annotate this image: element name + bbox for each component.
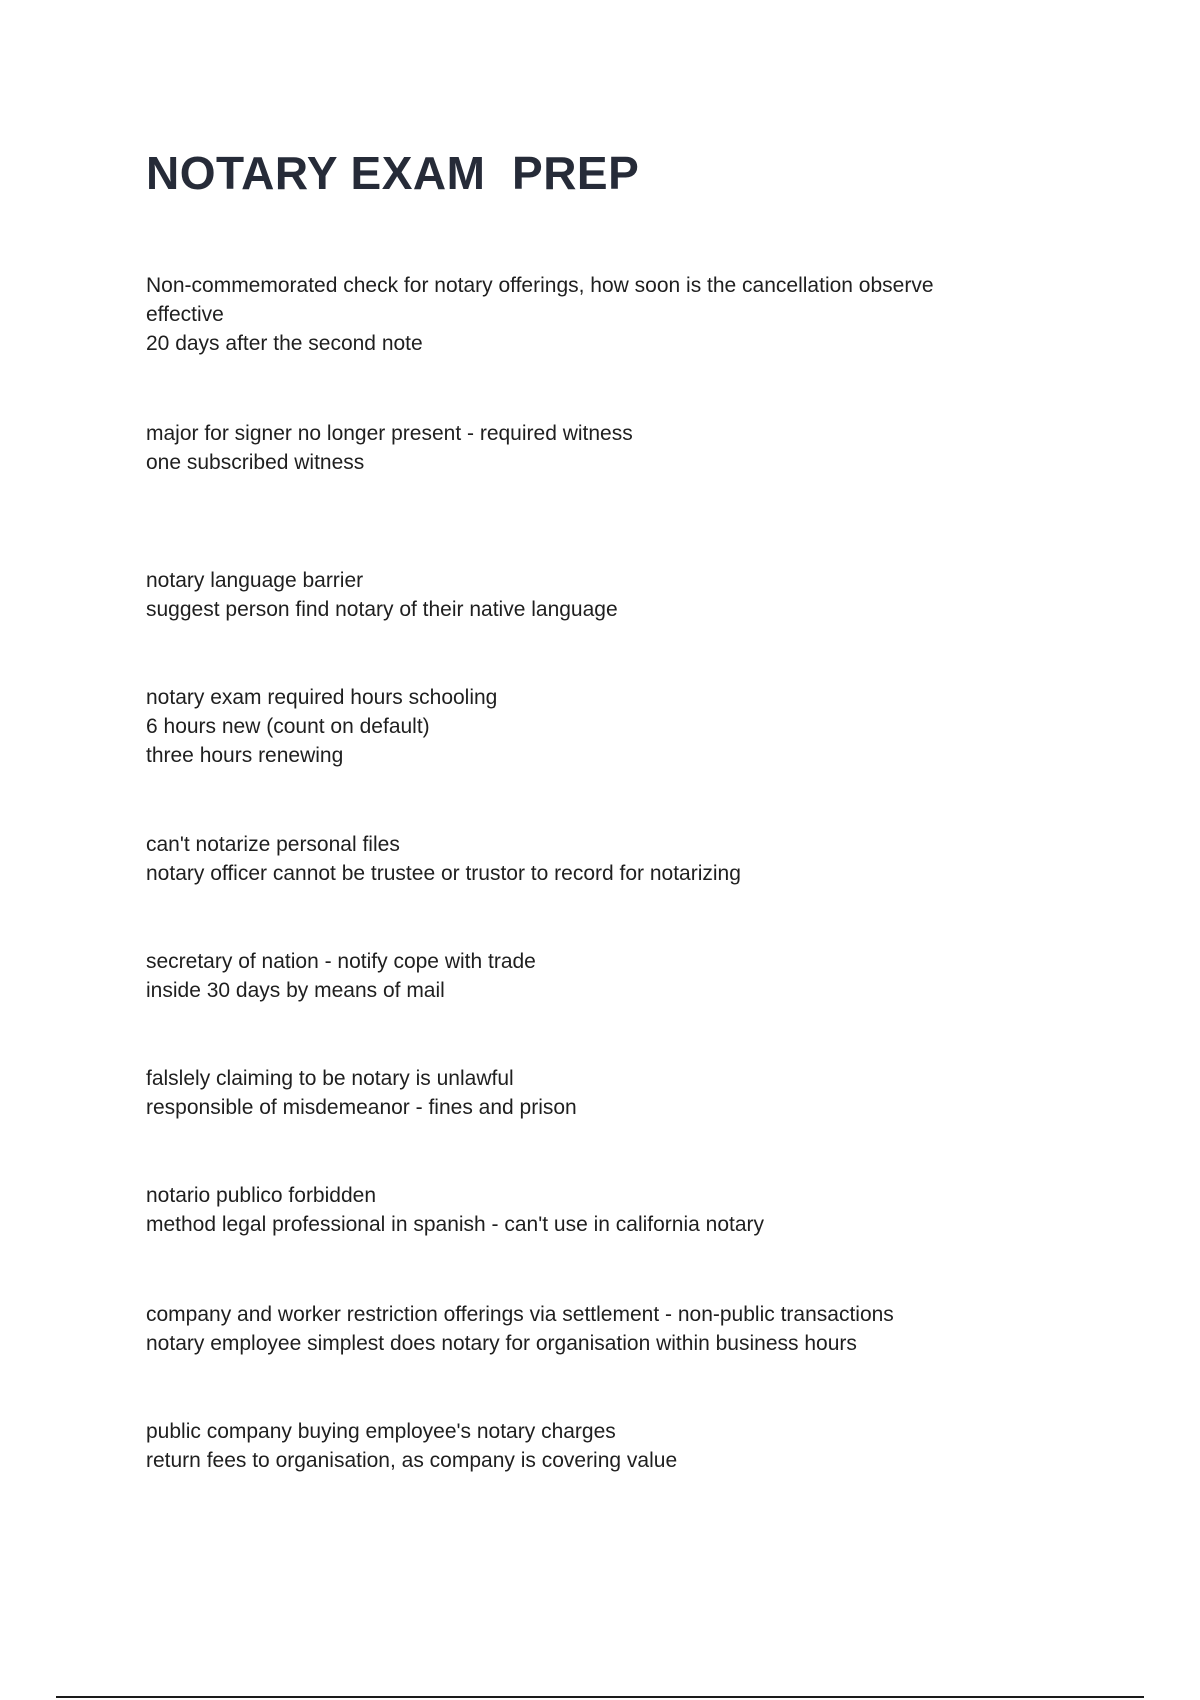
question-text: notary exam required hours schooling [146,686,498,709]
question-text: secretary of nation - notify cope with trade [146,950,536,973]
question-text: public company buying employee's notary charges [146,1420,616,1443]
question-text: major for signer no longer present - required witness [146,422,633,445]
answer-text: inside 30 days by means of mail [146,979,445,1002]
answer-text: suggest person find notary of their native language [146,598,618,621]
question-text-continued: effective [146,303,224,326]
answer-text: method legal professional in spanish - can't use in california notary [146,1213,765,1236]
qa-item-7 [146,1064,1046,1122]
answer-text: responsible of misdemeanor - fines and prison [146,1096,577,1119]
question-text: notario publico forbidden [146,1184,376,1207]
answer-text: one subscribed witness [146,451,365,474]
qa-item-3 [146,566,1046,624]
answer-text: notary officer cannot be trustee or trustor to record for notarizing [146,862,741,885]
qa-item-5 [146,830,1046,888]
qa-item-4 [146,683,1046,770]
qa-item-8 [146,1181,1046,1239]
answer-text-continued: three hours renewing [146,744,344,767]
answer-text: return fees to organisation, as company is covering value [146,1449,678,1472]
question-text: falslely claiming to be notary is unlawful [146,1067,514,1090]
answer-text: 6 hours new (count on default) [146,715,430,738]
footer-divider [56,1696,1144,1698]
qa-item-10 [146,1417,1046,1475]
qa-item-1 [146,271,1046,358]
question-text: Non-commemorated check for notary offerings, how soon is the cancellation observe [146,274,934,297]
qa-item-9 [146,1300,1046,1358]
qa-item-2 [146,419,1046,477]
answer-text: notary employee simplest does notary for organisation within business hours [146,1332,857,1355]
question-text: can't notarize personal files [146,833,400,856]
question-text: notary language barrier [146,569,364,592]
answer-text: 20 days after the second note [146,332,423,355]
qa-item-6 [146,947,1046,1005]
question-text: company and worker restriction offerings via settlement - non-public transactions [146,1303,894,1326]
page-title: NOTARY EXAM PREP [146,147,640,199]
